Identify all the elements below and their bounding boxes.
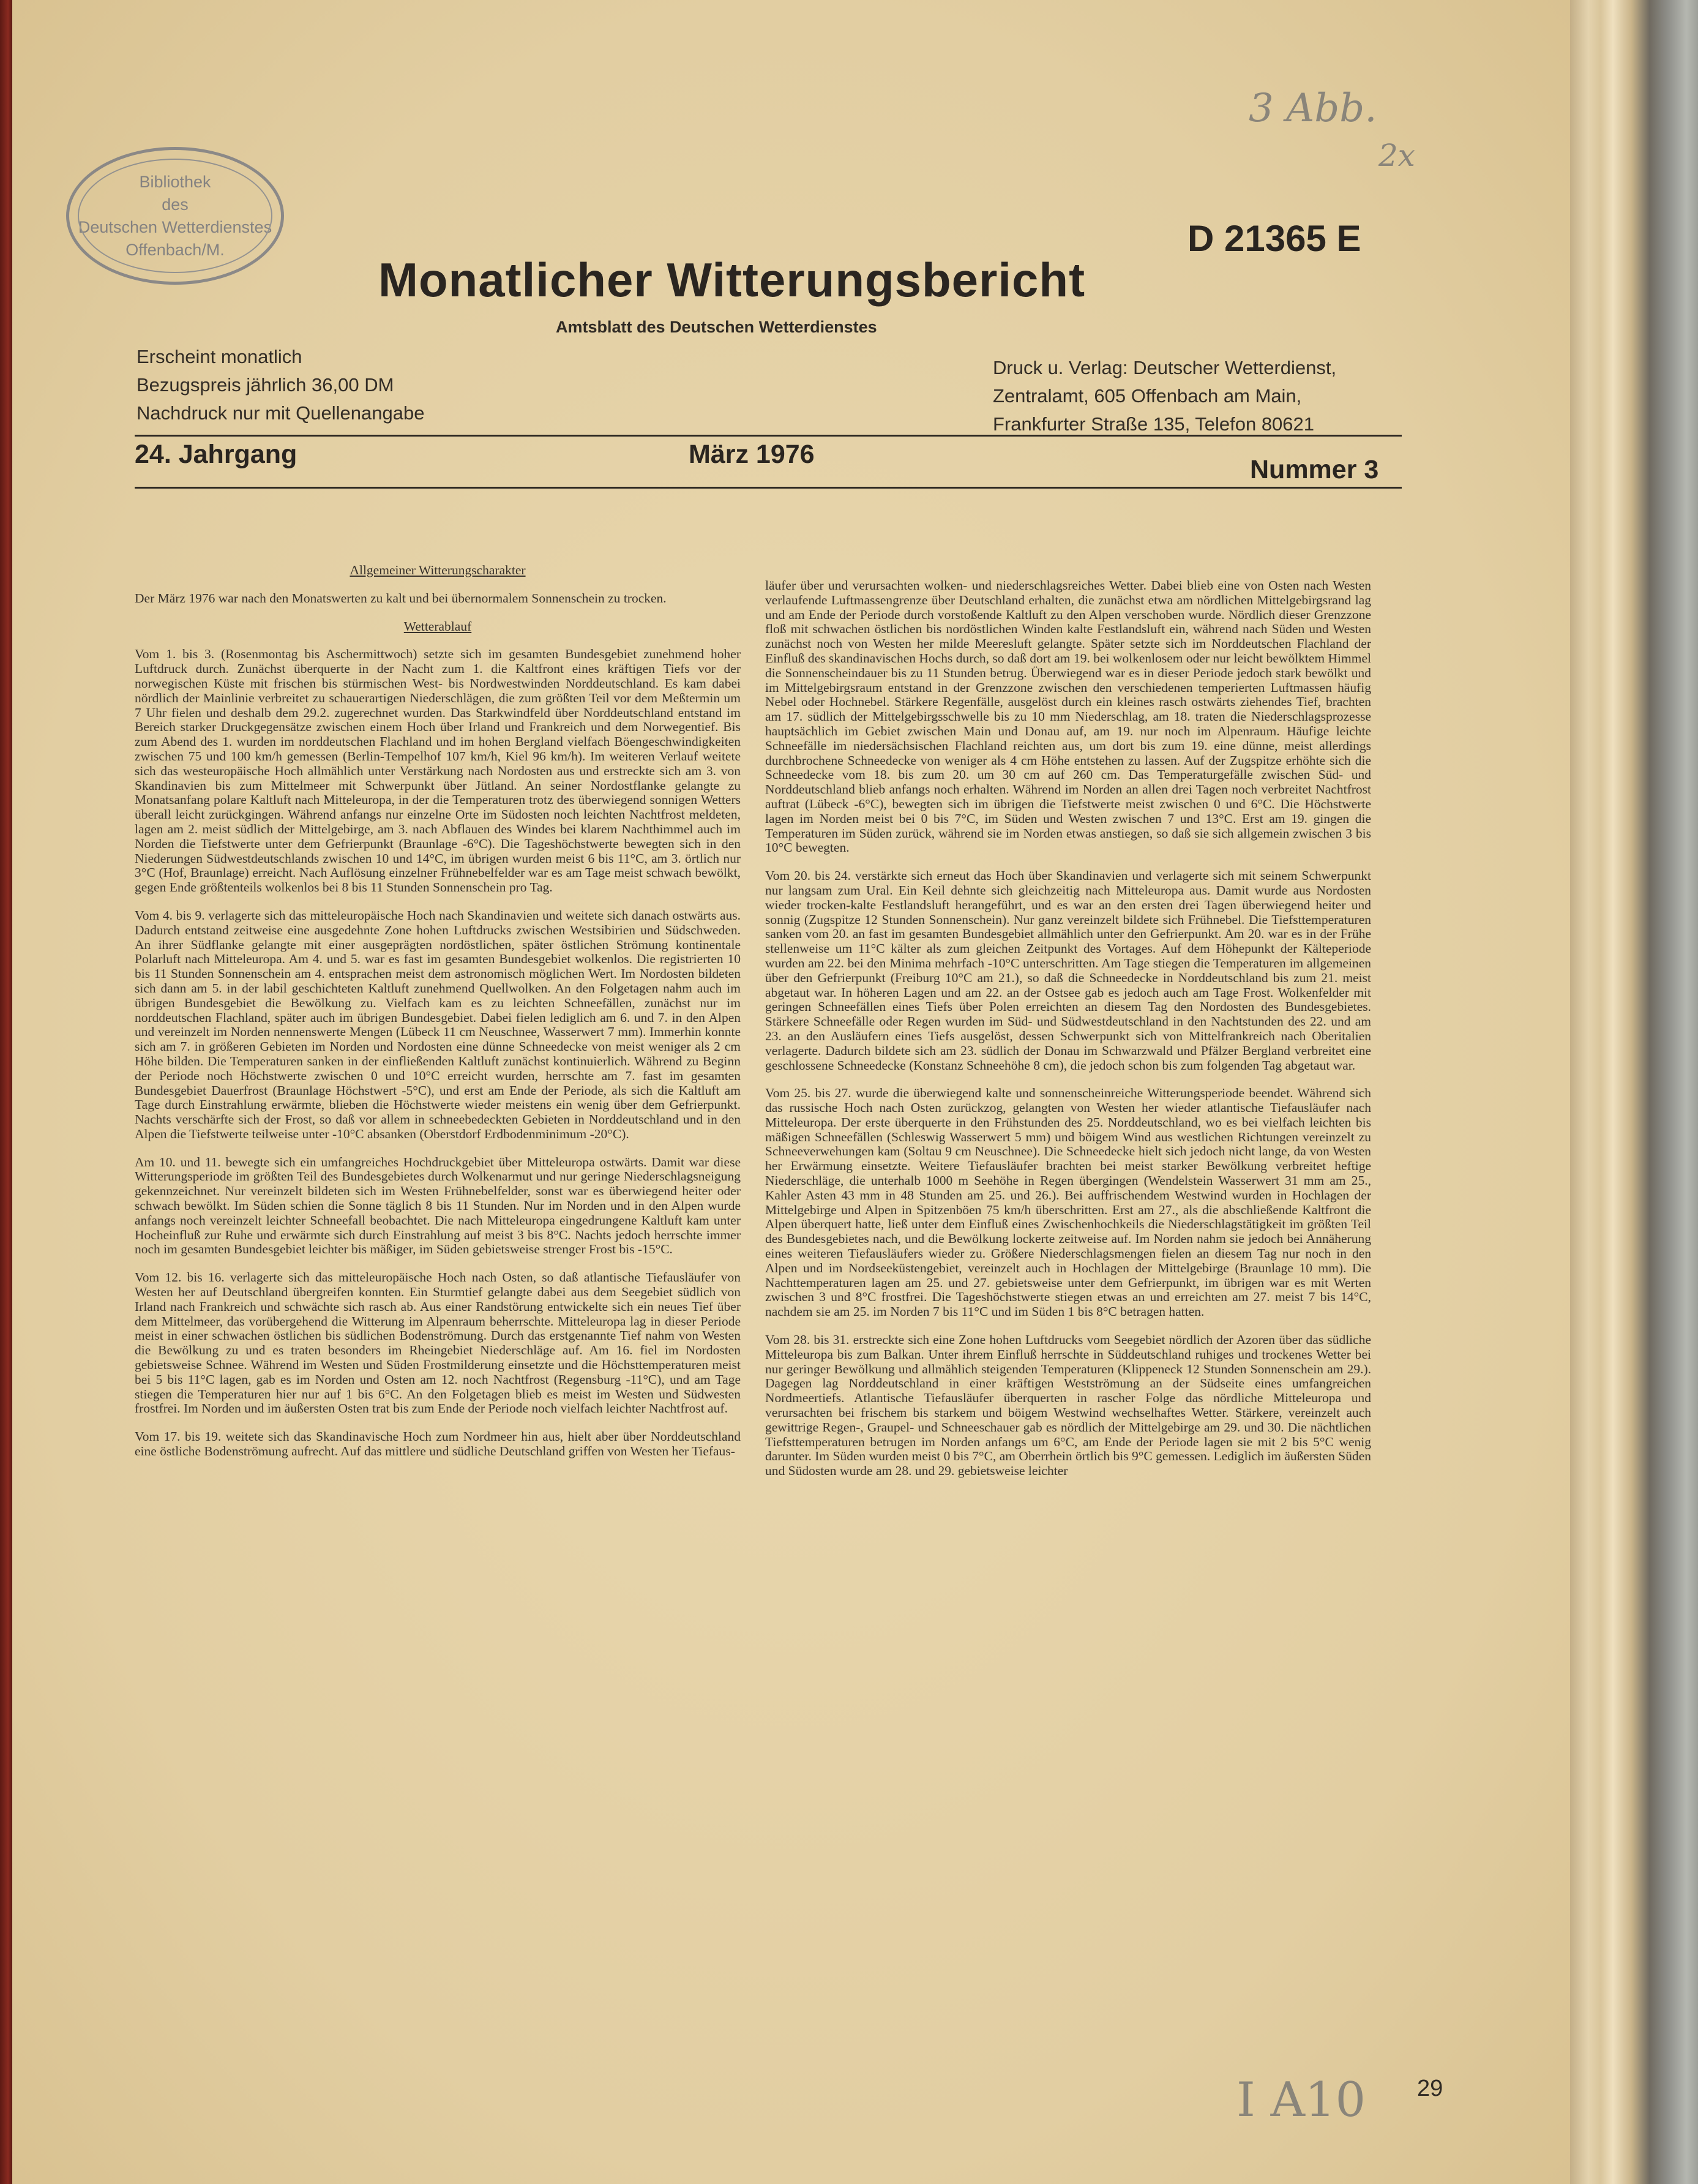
header-rule-bottom [135, 487, 1402, 489]
stamp-line-1: Bibliothek [139, 172, 211, 191]
page-number: 29 [1417, 2076, 1443, 2101]
paragraph: Vom 17. bis 19. weitete sich das Skandinavische Hoch zum Nordmeer hin aus, hielt aber über Norddeutschland eine östliche Bodenströmung aufrecht. Auf das mittlere und südliche Deutschland griffen von Westen her Tiefaus- [135, 1429, 741, 1459]
book-page-edges [1564, 0, 1698, 2184]
article-column-left [135, 563, 741, 1473]
issue-date: März 1976 [689, 440, 815, 469]
article-column-right [765, 579, 1371, 1492]
pencil-note-count: 2x [1378, 138, 1416, 173]
paragraph: Vom 20. bis 24. verstärkte sich erneut das Hoch über Skandinavien und verlagerte sich mit seinem Schwerpunkt nur langsam zum Ural. Ein Keil dehnte sich gleichzeitig nach Mitteleuropa aus. Damit wurde aus Nordosten wieder trocken-kalte Festlandsluft herangeführt, und es war an den ersten drei Tagen überwiegend heiter und sonnig (Zugspitze 12 Stunden Sonnenschein). Nur ganz vereinzelt bildete sich Frühnebel. Die Tiefsttemperaturen sanken vom 20. an fast im gesamten Bundesgebiet allmählich unter den Gefrierpunkt. Am 20. war es in der Frühe stellenweise um 11°C kälter als zum gleichen Zeitpunkt des Vortages. Auf dem Höhepunkt der Kälteperiode wurden am 22. bei den Minima mehrfach -10°C unterschritten. Am Tage stiegen die Temperaturen im allgemeinen über den Gefrierpunkt (Freiburg 10°C am 21.), so daß die Schneedecke in Norddeutschland bis zum 21. meist abgetaut war. In höheren Lagen und am 22. an der Ostsee gab es jedoch auch am Tage Frost. Wolkenfelder mit geringen Schneefällen eines Tiefs über Polen erreichten an diesem Tag den Nordosten des Bundesgebietes. Stärkere Schneefälle oder Regen wurden im Süd- und Südwestdeutschland in den Nachtstunden des 22. und am 23. an den Ausläufern eines Tiefs ausgelöst, dessen Schwerpunkt sich von Mittelfrankreich nach Oberitalien verlagerte. Dadurch bildete sich am 23. südlich der Donau im Schwarzwald und Pfälzer Bergland verbreitet eine geschlossene Schneedecke (Konstanz Schneehöhe 8 cm), die jedoch schon bis zum folgenden Tag abgetaut war. [765, 868, 1371, 1073]
publication-info-line: Bezugspreis jährlich 36,00 DM [137, 374, 394, 396]
paragraph: Vom 12. bis 16. verlagerte sich das mitteleuropäische Hoch nach Osten, so daß atlantische Tiefausläufer von Westen her auf Deutschland übergreifen konnten. Ein Sturmtief gelangte dabei aus dem Seegebiet südlich von Irland nach Frankreich und schwächte sich rasch ab. Aus einer Randstörung entwickelte sich ein neues Tief über dem Mittelmeer, das vorübergehend die Witterung im Alpenraum beherrschte. Mitteleuropa lag in dieser Periode meist in einer schwachen östlichen bis südlichen Bodenströmung. Durch das erstgenannte Tief nahm von Westen die Bewölkung zu und es traten besonders im Rheingebiet Niederschläge auf. Am 16. fiel im Nordosten gebietsweise Schnee. Während im Westen und Süden Frostmilderung einsetzte und die Höchsttemperaturen meist bei 5 bis 11°C lagen, gab es im Norden und Osten am 12. noch Nachtfrost (Regensburg -11°C), und am Tage stiegen die Temperaturen hier nur auf 1 bis 6°C. An den Folgetagen blieb es meist im Westen und Südwesten frostfrei. Im Norden und im äußersten Osten trat bis zum Ende der Periode noch vielfach leichter Nachtfrost auf. [135, 1270, 741, 1416]
publisher-info-line: Zentralamt, 605 Offenbach am Main, [993, 385, 1302, 407]
publication-info-line: Erscheint monatlich [137, 346, 302, 367]
paragraph: Vom 28. bis 31. erstreckte sich eine Zone hohen Luftdrucks vom Seegebiet nördlich der Azoren über das südliche Mitteleuropa bis zum Balkan. Unter ihrem Einfluß herrschte in Süddeutschland ruhiges und trockenes Wetter bei nur geringer Bewölkung und allmählich steigenden Temperaturen (Klippeneck 12 Stunden Sonnenschein am 29.). Dagegen lag Norddeutschland in einer kräftigen Westströmung an der Südseite eines umfangreichen Nordmeertiefs. Atlantische Tiefausläufer überquerten in rascher Folge das nördliche Mitteleuropa und verursachten bei frischem bis starkem und böigem Westwind wechselhaftes Wetter. Stärkere, vereinzelt auch gewittrige Regen-, Graupel- und Schneeschauer gab es nördlich der Mittelgebirge am 29. und 30. Die nächtlichen Tiefsttemperaturen betrugen im Norden anfangs um 6°C, am Ende der Periode lagen sie mit 2 bis 5°C wenig darunter. Im Süden wurden meist 0 bis 7°C, am Oberrhein örtlich bis 9°C gemessen. Lediglich im äußersten Süden und Südosten wurde am 28. und 29. gebietsweise leichter [765, 1332, 1371, 1479]
publisher-info-line: Frankfurter Straße 135, Telefon 80621 [993, 413, 1315, 435]
book-binding-left [0, 0, 13, 2184]
general-summary: Der März 1976 war nach den Monatswerten zu kalt und bei übernormalem Sonnenschein zu trocken. [135, 590, 667, 606]
document-id: D 21365 E [1187, 218, 1361, 259]
paragraph: läufer über und verursachten wolken- und niederschlagsreiches Wetter. Dabei blieb eine von Osten nach Westen verlaufende Luftmassengrenze über Deutschland erhalten, die zunächst etwa am nördlichen Mittelgebirgsrand lag und am Ende der Periode durch vorstoßende Kaltluft zu den Alpen verschoben wurde. Nördlich dieser Grenzzone floß mit schwachen östlichen bis nordöstlichen Winden kalte Festlandsluft ein, während nach Süden und Westen zunächst noch von Westen her milde Meeresluft gelangte. Später setzte sich im Norddeutschen Flachland der Einfluß des skandinavischen Hochs durch, so daß dort am 19. bei wolkenlosem oder nur leicht bewölktem Himmel die Sonnenscheindauer bis zu 11 Stunden betrug. Überwiegend war es in dieser Periode jedoch stark bewölkt und im Mittelgebirgsraum entstand in der Grenzzone zwischen den verschiedenen temperierten Luftmassen häufig Nebel oder Hochnebel. Stärkere Regenfälle, ausgelöst durch ein kleines rasch ostwärts ziehendes Tief, brachten am 17. südlich der Mittelgebirgsschwelle bis zu 10 mm Niederschlag, am 18. traten die Niederschlagsprozesse hauptsächlich im Gebiet zwischen Main und Donau auf, am 19. nur noch im Alpenraum. Häufige leichte Schneefälle im niedersächsischen Flachland reichten aus, um dort bis zum 19. eine dünne, meist allerdings durchbrochene Schneedecke von weniger als 4 cm Höhe entstehen zu lassen. Auf der Zugspitze erhöhte sich die Schneedecke vom 18. bis zum 20. um 30 cm auf 260 cm. Das Temperaturgefälle zwischen Süd- und Norddeutschland blieb anfangs noch erhalten. Während im Norden an allen drei Tagen noch verbreitet Nachtfrost auftrat (Lübeck -6°C), bewegten sich im übrigen die Tiefstwerte meist zwischen 0 und 6°C. Die Höchstwerte lagen im Norden meist bei 0 bis 7°C, im Süden und Westen zwischen 7 und 13°C. Erst am 19. gingen die Temperaturen im Süden zurück, während sie im Norden etwas anstiegen, so daß sie sich allgemein zwischen 3 bis 10°C bewegten. [765, 578, 1371, 855]
stamp-line-3: Deutschen Wetterdienstes [78, 217, 272, 236]
pencil-note-top: 3 Abb. [1249, 86, 1377, 131]
stamp-line-2: des [162, 195, 189, 214]
section-heading-general: Allgemeiner Witterungscharakter [350, 563, 526, 577]
paragraph: Am 10. und 11. bewegte sich ein umfangreiches Hochdruckgebiet über Mitteleuropa ostwärts. Damit war diese Witterungsperiode im größten Teil des Bundesgebietes durch Wolkenarmut und nur geringe Niederschlagsneigung gekennzeichnet. Nur vereinzelt bildeten sich im Westen Frühnebelfelder, sonst war es überwiegend heiter oder schwach bewölkt. Im Süden schien die Sonne täglich 8 bis 11 Stunden. Nur im Norden und in den Alpen wurde anfangs noch vereinzelt leichter Schneefall beobachtet. Die nach Mitteleuropa eingedrungene Kaltluft kam unter Hocheinfluß zur Ruhe und erwärmte sich durch Einstrahlung auf meist 3 bis 8°C. Nachts jedoch herrschte immer noch im gesamten Bundesgebiet leichter bis mäßiger, im Süden gebietsweise strenger Frost bis -15°C. [135, 1154, 741, 1257]
volume-label: 24. Jahrgang [135, 440, 297, 469]
publication-subtitle: Amtsblatt des Deutschen Wetterdienstes [556, 318, 877, 336]
header-rule-top [135, 435, 1402, 437]
paragraph: Vom 1. bis 3. (Rosenmontag bis Aschermittwoch) setzte sich im gesamten Bundesgebiet zunehmend hoher Luftdruck durch. Zunächst überquerte in der Nacht zum 1. die Kaltfront eines kräftigen Tiefs vor der norwegischen Küste mit frischen bis stürmischen West- bis Nordwestwinden Norddeutschland. Es kam dabei nördlich der Mainlinie verbreitet zu schauerartigen Niederschlägen, die zum größten Teil vor dem Meßtermin um 7 Uhr fielen und deshalb dem 29.2. zugerechnet wurden. Das Starkwindfeld über Norddeutschland entstand im Bereich starker Druckgegensätze zwischen einem Hoch über Irland und Frankreich und dem Norwegentief. Bis zum Abend des 1. wurden im norddeutschen Flachland und im hohen Bergland vielfach Böengeschwindigkeiten zwischen 75 und 100 km/h gemessen (Berlin-Tempelhof 107 km/h, Kiel 96 km/h). Im weiteren Verlauf weitete sich das westeuropäische Hoch allmählich unter Verstärkung nach Nordosten aus und erstreckte sich am 3. von Skandinavien bis zum Mittelmeer mit Schwerpunkt über Jütland. An seiner Nordostflanke gelangte zu Monatsanfang polare Kaltluft nach Mitteleuropa, in der die Temperaturen trotz des überwiegend sonnigen Wetters überall leicht zurückgingen. Während anfangs nur einzelne Orte im Südosten noch leichten Nachtfrost meldeten, lagen am 2. meist südlich der Mittelgebirge, am 3. nach Abflauen des Windes bei klarem Nachthimmel auch im Norden die Tiefstwerte unter dem Gefrierpunkt (Braunlage -6°C). Die Tageshöchstwerte bewegten sich in den Niederungen Südwestdeutschlands zwischen 10 und 14°C, im übrigen wurden meist 6 bis 11°C, am 3. örtlich nur 3°C (Hof, Braunlage) erreicht. Nach Auflösung einzelner Frühnebelfelder war es am Tage meist schwach bewölkt, gegen Ende größtenteils wolkenlos bei 8 bis 11 Stunden Sonnenschein pro Tag. [135, 647, 741, 895]
issue-number: Nummer 3 [1250, 455, 1379, 484]
shelf-mark-note: I A10 [1236, 2073, 1366, 2128]
paragraph: Vom 4. bis 9. verlagerte sich das mitteleuropäische Hoch nach Skandinavien und weitete sich danach ostwärts aus. Dadurch entstand zeitweise eine ausgedehnte Zone hohen Luftdrucks zwischen Westsibirien und Südschweden. An ihrer Südflanke gelangte mit einer ausgeprägten nordöstlichen, später östlichen Strömung kontinentale Polarluft nach Mitteleuropa. Am 4. und 5. war es fast im gesamten Bundesgebiet wolkenlos. Die registrierten 10 bis 11 Stunden Sonnenschein am 4. entsprachen meist dem astronomisch möglichen Wert. Im Nordosten bildeten sich dann am 5. in der labil geschichteten Kaltluft zunehmend Quellwolken. An den Folgetagen nahm auch im übrigen Bundesgebiet die Bewölkung zu. Vielfach kam es zu leichten Schneefällen, zunächst nur im norddeutschen Flachland, später auch im übrigen Bundesgebiet. Dabei fielen lediglich am 6. und 7. in den Alpen und vereinzelt im Norden nennenswerte Mengen (Lübeck 11 cm Neuschnee, Wasserwert 7 mm). Immerhin konnte sich am 7. in größeren Gebieten im Norden und Nordosten eine dünne Schneedecke von meist weniger als 2 cm Höhe bilden. Die Temperaturen sanken in der einfließenden Kaltluft zunächst kontinuierlich. Während zu Beginn der Periode noch Höchstwerte zwischen 0 und 10°C erreicht wurden, herrschte am 7. fast im gesamten Bundesgebiet Dauerfrost (Braunlage Höchstwert -5°C), und erst am Ende der Periode, als sich die Kaltluft am Tage durch Einstrahlung erwärmte, blieben die Höchstwerte wieder meistens ein wenig über dem Gefrierpunkt. Nachts verschärfte sich der Frost, so daß vor allem in schneebedeckten Gebieten in Norddeutschland und in den Alpen die Tiefstwerte teilweise unter -10°C absanken (Oberstdorf Erdbodenminimum -20°C). [135, 907, 741, 1141]
paragraph: Vom 25. bis 27. wurde die überwiegend kalte und sonnenscheinreiche Witterungsperiode beendet. Während sich das russische Hoch nach Osten zurückzog, gelangten von Westen her wieder atlantische Tiefausläufer nach Mitteleuropa. Der erste überquerte in den Frühstunden des 25. Norddeutschland, wo es bei vielfach leichten bis mäßigen Schneefällen (Schleswig Wasserwert 5 mm) und böigem Wind aus westlichen Richtungen vereinzelt zu Schneeverwehungen kam (Soltau 9 cm Neuschnee). Die Schneedecke hielt sich jedoch nicht lange, da von Westen her Erwärmung einsetzte. Weitere Tiefausläufer brachten bei meist starker Bewölkung verbreitet heftige Niederschläge, die unterhalb 1000 m Seehöhe in Regen übergingen (Wendelstein Wasserwert 31 mm am 25., Kahler Asten 43 mm in 48 Stunden am 25. und 26.). Bei auffrischendem Westwind wurden in Hochlagen der Mittelgebirge und Alpen in Spitzenböen 75 km/h überschritten. Erst am 27., als die abschließende Kaltfront die Alpen überquert hatte, ließ unter dem Einfluß eines Zwischenhochkeils die Niederschlagstätigkeit im größten Teil des Bundesgebietes nach, und die Bewölkung lockerte zeitweise auf. Im Norden nahm sie jedoch bei Annäherung eines weiteren Tiefausläufers wieder zu. Größere Niederschlagsmengen fielen an diesem Tag nur noch in den Alpen und im Nordseeküstengebiet, vereinzelt auch in Hochlagen der Mittelgebirge (Braunlage 10 mm). Die Nachttemperaturen lagen am 25. und 27. gebietsweise unter dem Gefrierpunkt, im übrigen war es mit Werten zwischen 3 und 8°C frostfrei. Die Tageshöchstwerte stiegen etwas an und erreichten am 27. meist 7 bis 14°C, nachdem sie am 25. im Norden 7 bis 11°C und im Süden 1 bis 8°C betragen hatten. [765, 1086, 1371, 1319]
publisher-info-line: Druck u. Verlag: Deutscher Wetterdienst, [993, 357, 1337, 378]
document-page [12, 0, 1570, 2184]
library-stamp [66, 147, 284, 285]
publisher-info [993, 354, 1336, 438]
publication-info-line: Nachdruck nur mit Quellenangabe [137, 402, 425, 424]
section-heading-course: Wetterablauf [403, 618, 472, 634]
stamp-line-4: Offenbach/M. [125, 240, 225, 259]
publication-info [137, 343, 424, 427]
publication-title: Monatlicher Witterungsbericht [378, 253, 1086, 307]
